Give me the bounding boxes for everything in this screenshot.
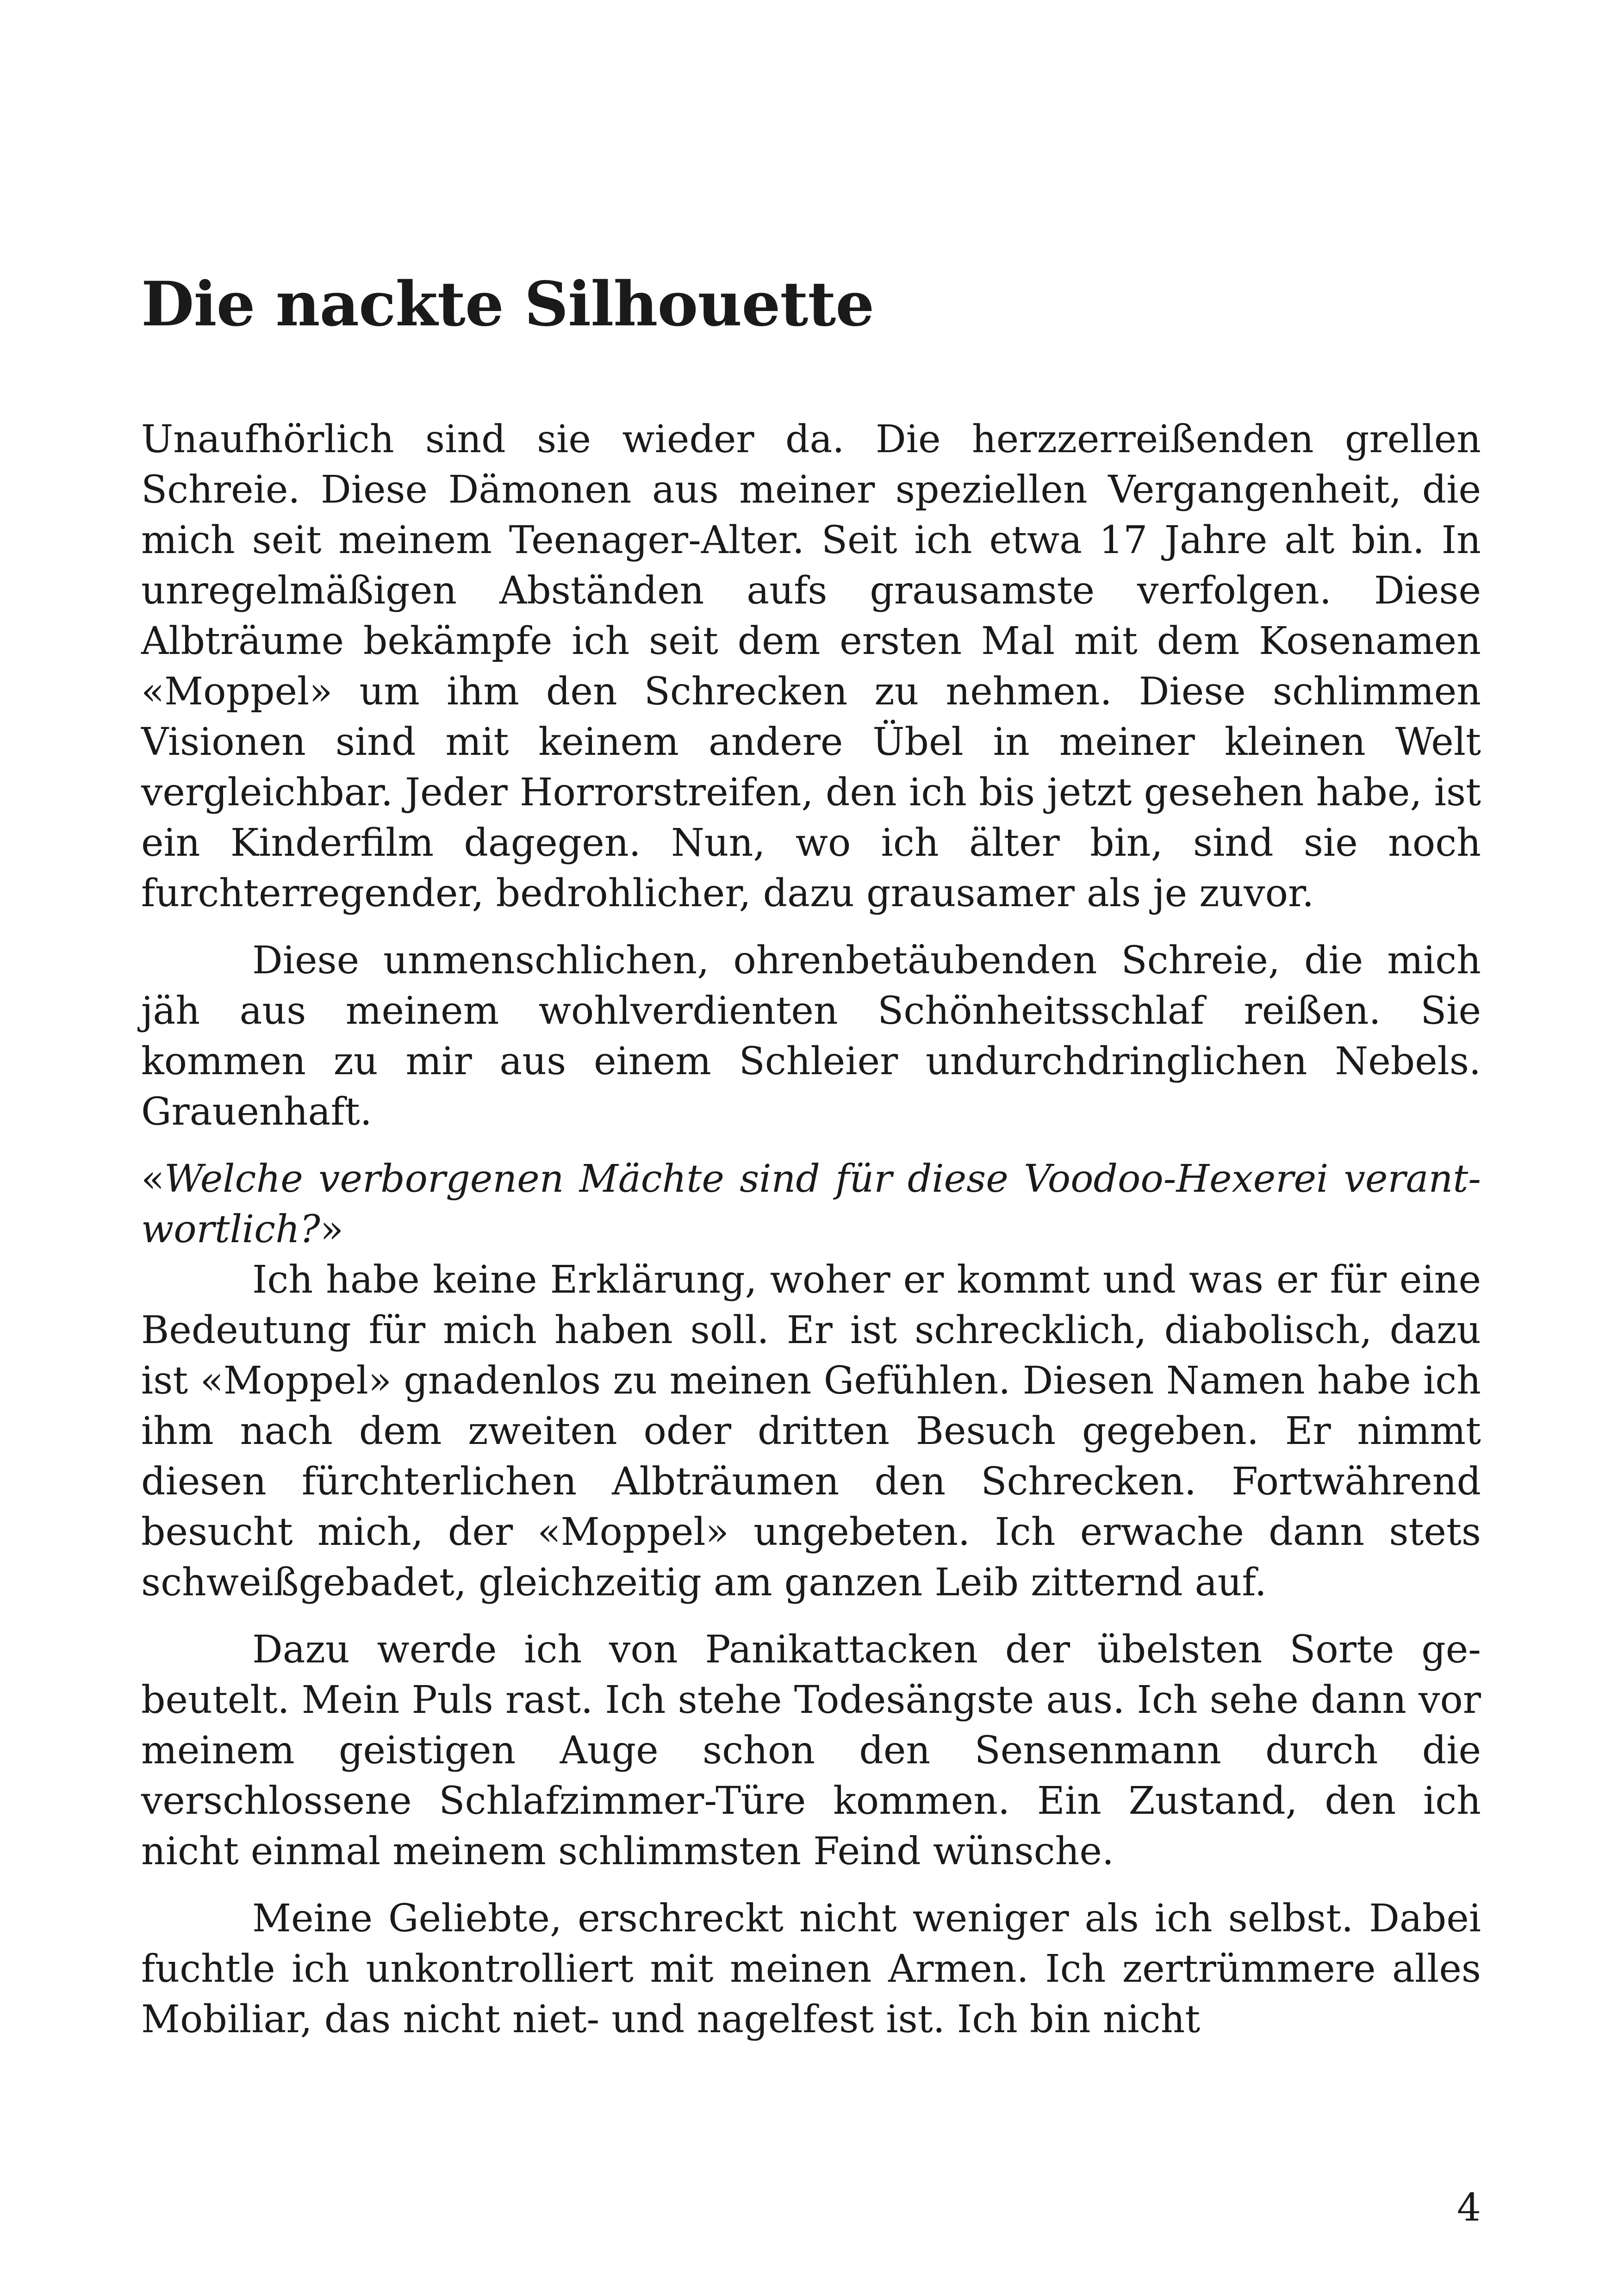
chapter-body: [141, 414, 1481, 2045]
quote-close-mark: »: [320, 1207, 344, 1251]
paragraph-3: Ich habe keine Erklärung, woher er kommt und was er für eine Bedeutung für mich haben soll. Er ist schrecklich, diabolisch, dazu ist «Moppel» gnadenlos zu meinen Gefühlen. Diesen Namen habe ich ihm nach dem zweiten oder dritten Besuch gegeben. Er nimmt diesen fürchterlichen Albträumen den Schrecken. Fortwährend besucht mich, der «Moppel» ungebeten. Ich erwache dann stets schweißgebadet, gleichzeitig am ganzen Leib zitternd auf.: [141, 1258, 1481, 1605]
quote-text: Welche verborgenen Mächte sind für diese Voodoo-Hexerei verantwortlich?: [141, 1157, 1481, 1251]
paragraph-2: Diese unmenschlichen, ohrenbetäubenden Schreie, die mich jäh aus meinem wohlverdienten Schönheitsschlaf reißen. Sie kommen zu mir aus einem Schleier undurchdringlichen Nebels. Grauenhaft.: [141, 939, 1481, 1134]
paragraph-5: Meine Geliebte, erschreckt nicht weniger als ich selbst. Dabei fuchtle ich unkontrolliert mit meinen Armen. Ich zertrümmere alles Mobiliar, das nicht niet- und nagelfest ist. Ich bin nicht: [141, 1897, 1481, 2041]
paragraph-1: Unaufhörlich sind sie wieder da. Die herzzerreißenden grellen Schreie. Diese Dämonen aus meiner speziellen Vergangenheit, die mich seit meinem Teenager-Alter. Seit ich etwa 17 Jahre alt bin. In unregelmäßigen Abständen aufs grausamste verfolgen. Diese Albträume bekämpfe ich seit dem ersten Mal mit dem Kosenamen «Moppel» um ihm den Schrecken zu nehmen. Diese schlimmen Visionen sind mit keinem andere Übel in meiner kleinen Welt vergleichbar. Jeder Horrorstreifen, den ich bis jetzt gesehen habe, ist ein Kinderfilm dagegen. Nun, wo ich älter bin, sind sie noch furchterregender, bedrohlicher, dazu grausamer als je zuvor.: [141, 417, 1481, 915]
paragraph-4: Dazu werde ich von Panikattacken der übelsten Sorte gebeutelt. Mein Puls rast. Ich stehe Todesängste aus. Ich sehe dann vor meinem geistigen Auge schon den Sensenmann durch die verschlossene Schlafzimmer-Türe kommen. Ein Zustand, den ich nicht einmal meinem schlimmsten Feind wünsche.: [141, 1628, 1481, 1873]
page-number: 4: [1456, 2186, 1481, 2230]
chapter-title: Die nackte Silhouette: [141, 268, 874, 340]
quote-open-mark: «: [141, 1157, 165, 1201]
inner-thought-quote: [141, 1154, 1481, 1255]
